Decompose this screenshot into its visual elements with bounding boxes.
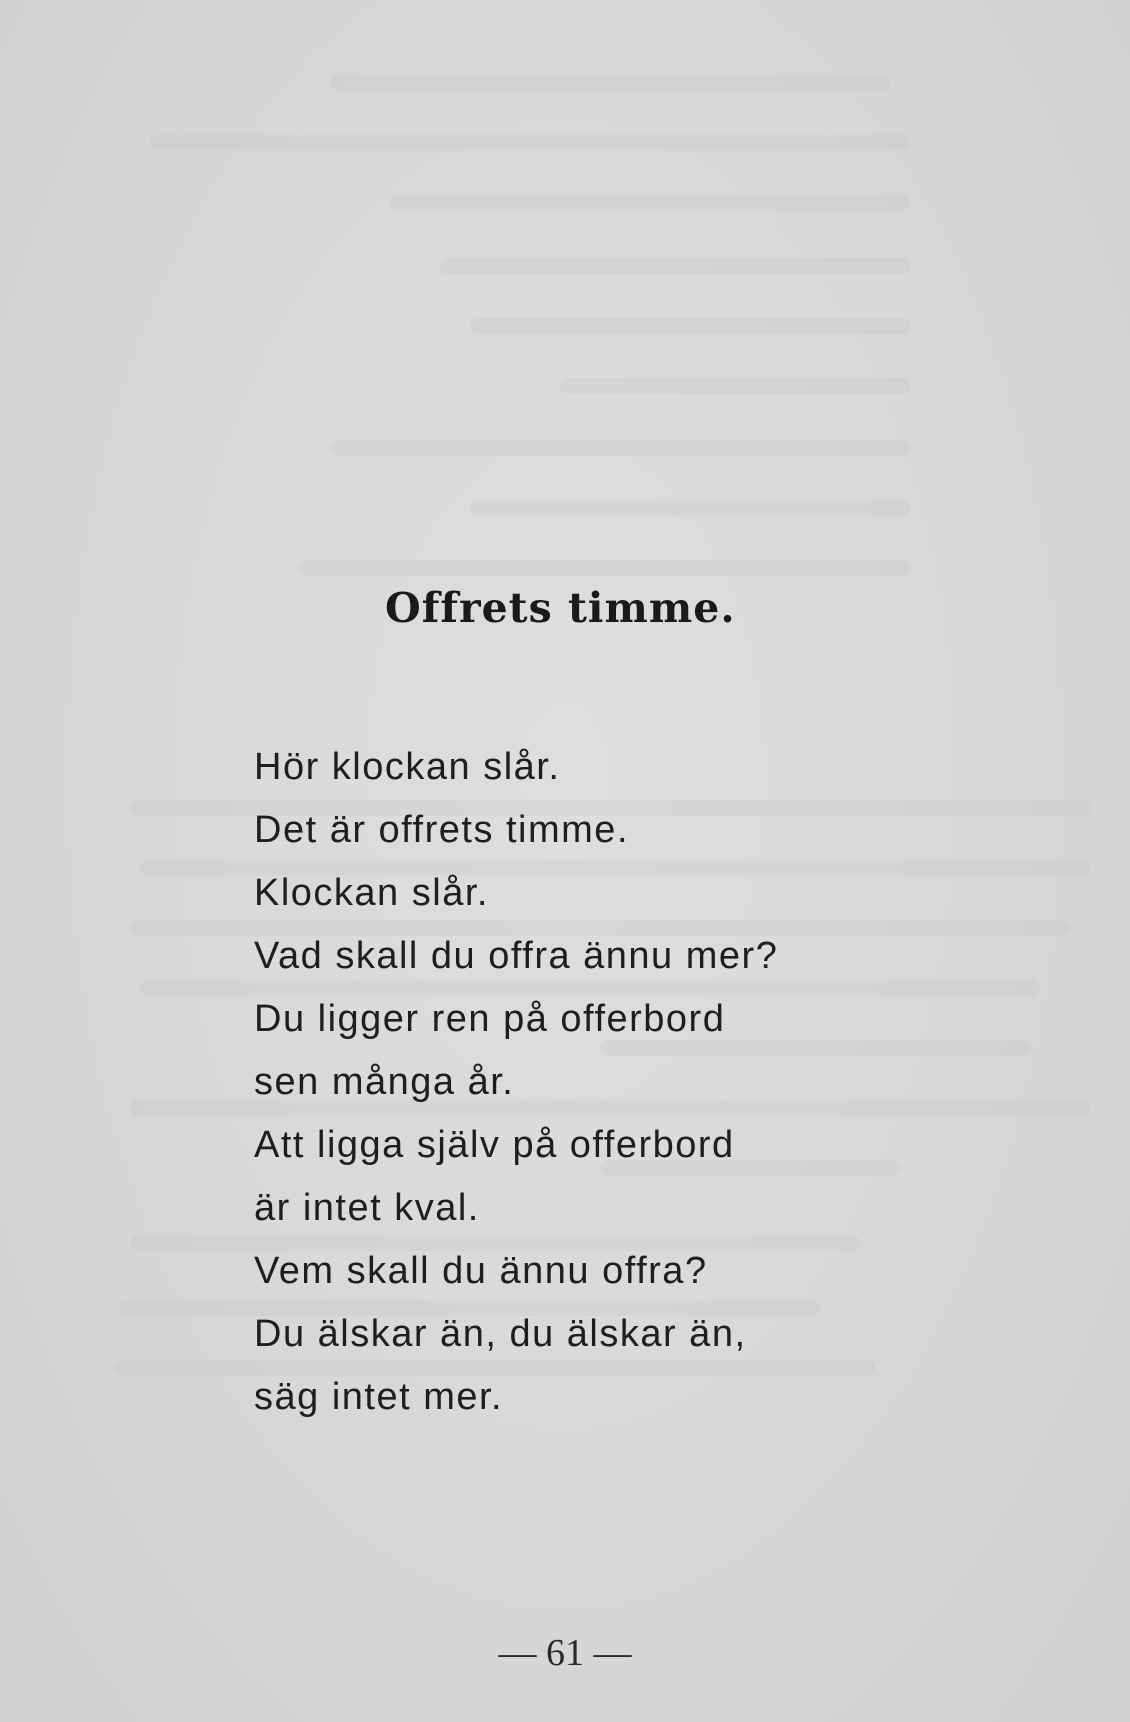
show-through-text <box>470 500 910 516</box>
poem-line: Klockan slår. <box>254 872 489 914</box>
show-through-text <box>150 135 910 151</box>
show-through-text <box>440 258 910 274</box>
show-through-text <box>390 195 910 211</box>
show-through-text <box>330 440 910 456</box>
show-through-text <box>470 318 910 334</box>
poem-line: Vem skall du ännu offra? <box>254 1250 708 1292</box>
page-number: — 61 — <box>498 1632 632 1674</box>
poem-line: Du älskar än, du älskar än, <box>254 1313 747 1355</box>
poem-line: sen många år. <box>254 1061 515 1103</box>
poem-body <box>254 736 894 1429</box>
poem-line: säg intet mer. <box>254 1376 504 1418</box>
poem-line: Att ligga själv på offerbord <box>254 1124 735 1166</box>
poem-line: Du ligger ren på offerbord <box>254 998 726 1040</box>
poem-line: Hör klockan slår. <box>254 746 561 788</box>
poem-title: Offrets timme. <box>385 584 736 632</box>
show-through-text <box>560 378 910 394</box>
poem-line: Det är offrets timme. <box>254 809 630 851</box>
poem-line: Vad skall du offra ännu mer? <box>254 935 779 977</box>
show-through-text <box>330 75 890 91</box>
poem-line: är intet kval. <box>254 1187 480 1229</box>
show-through-text <box>300 560 910 576</box>
